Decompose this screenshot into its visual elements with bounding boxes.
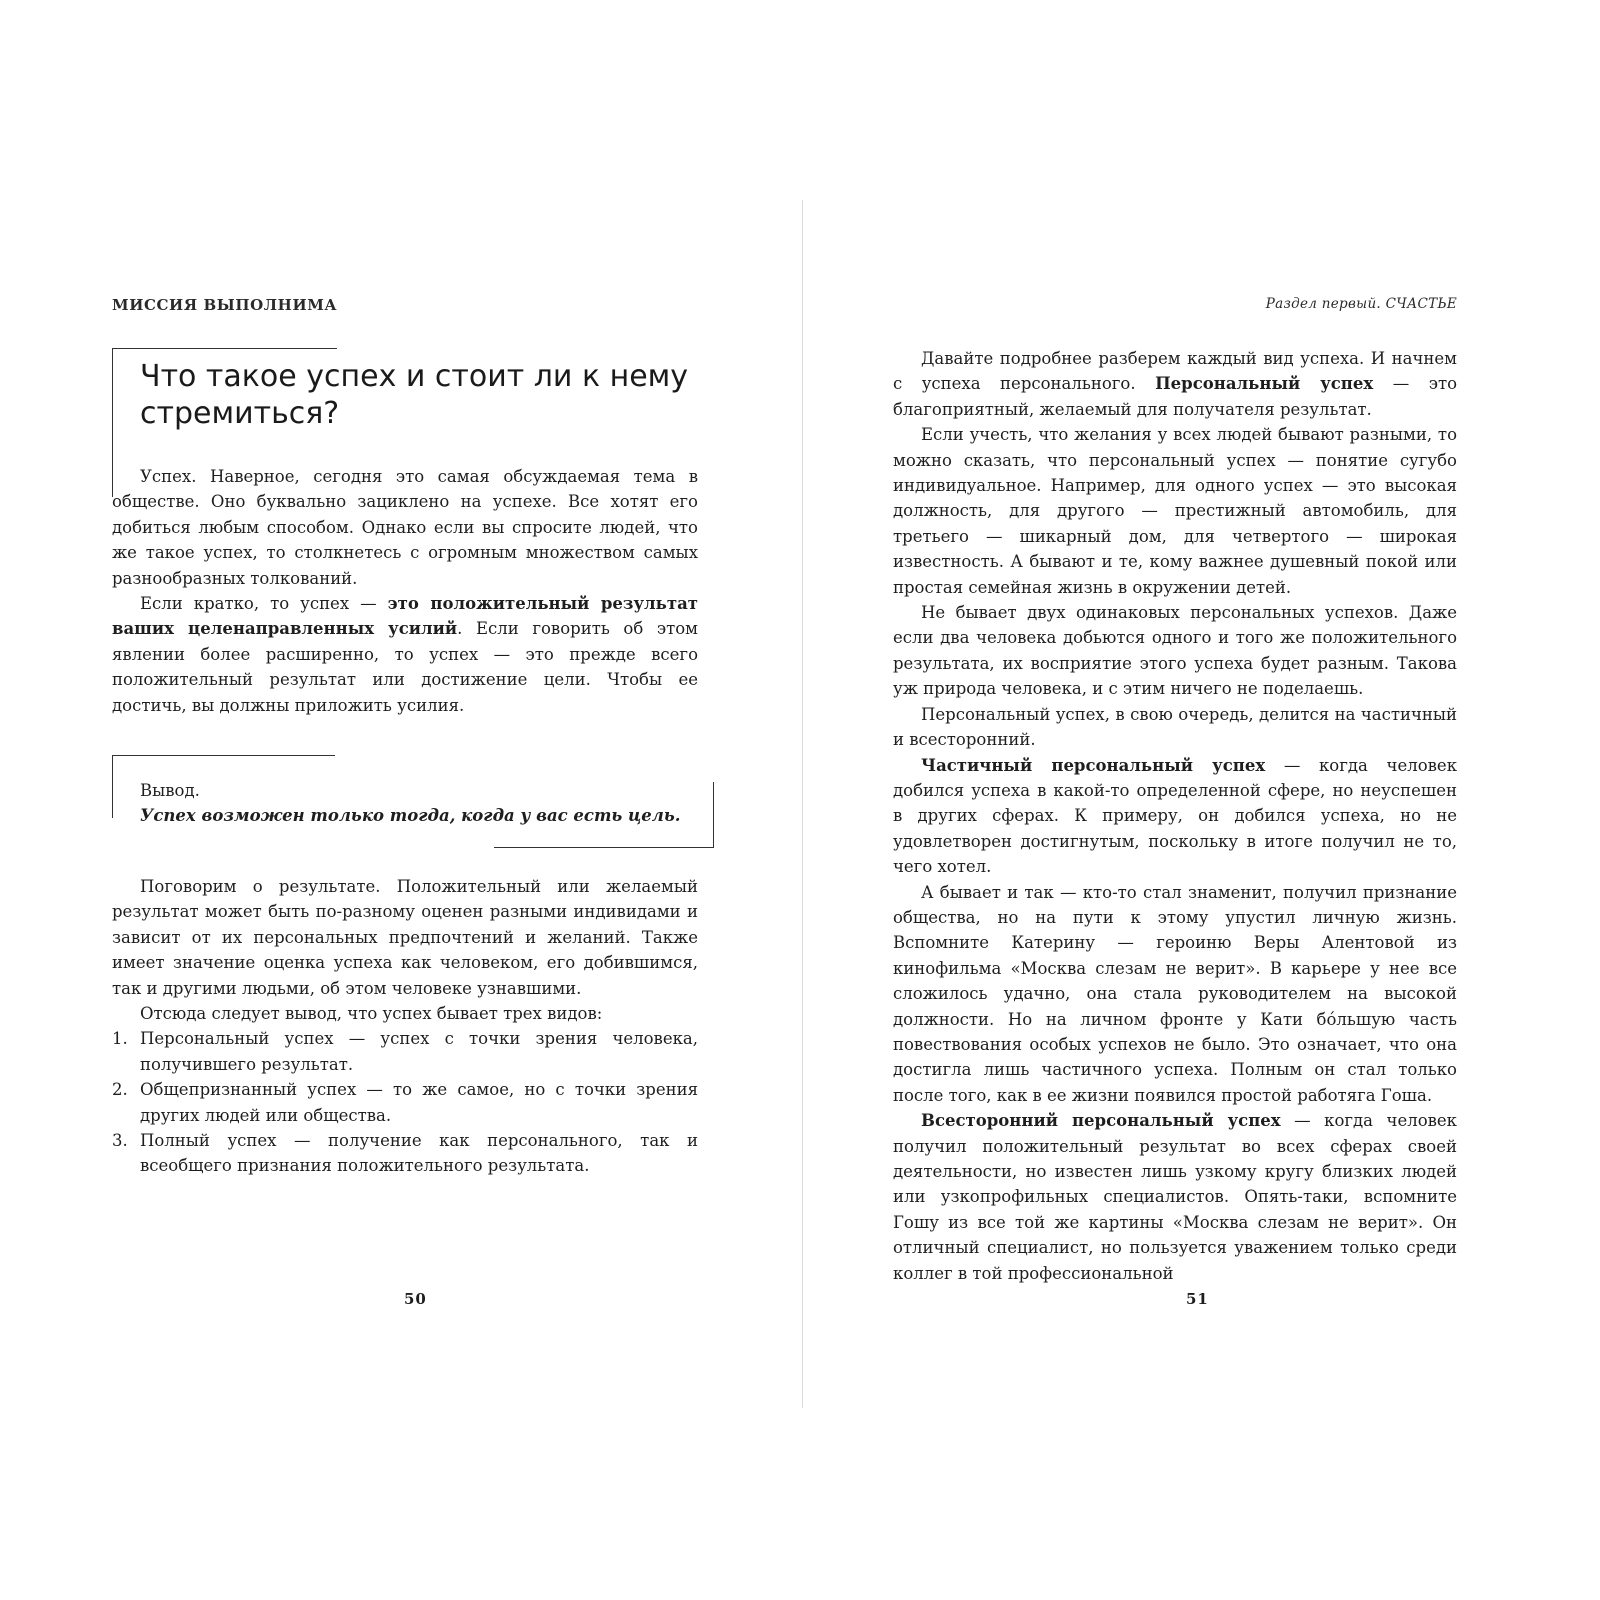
bold-text: Всесторонний персональный успех: [921, 1111, 1281, 1131]
list-text: Полный успех — получение как персонального, так и всеобщего признания положительного результата.: [140, 1131, 698, 1176]
text-run: — когда человек добился успеха в какой-то определенной сфере, но неуспешен в других сферах. К примеру, он добился успеха, но не удовлетворен достигнутым, поскольку в итоге получил не то, чего хотел.: [893, 755, 1458, 877]
callout-statement: Успех возможен только тогда, когда у вас есть цель.: [140, 806, 681, 826]
text-run: Давайте подробнее разберем каждый вид успеха. И начнем с успеха персонального.: [893, 349, 1457, 394]
bold-text: Частичный персональный успех: [921, 755, 1266, 775]
success-types-list: [112, 1026, 698, 1178]
callout-label: Вывод.: [140, 781, 200, 800]
left-page: [0, 0, 790, 1600]
running-head-left: МИССИЯ ВЫПОЛНИМА: [112, 296, 338, 314]
paragraph: [893, 1108, 1457, 1286]
list-item: [112, 1077, 698, 1128]
text-run: — когда человек получил положительный результат во всех сферах своей деятельности, но известен лишь узкому кругу близких людей или узкопрофильных специалистов. Опять-таки, вспомните Гошу из все той же картины «Москва слезам не верит». Он отличный специалист, но пользуется уважением только среди коллег в той профессиональной: [893, 1111, 1457, 1283]
paragraph: [112, 591, 698, 718]
section-heading: Что такое успех и стоит ли к нему стремиться?: [140, 359, 689, 431]
page-number-left: 50: [404, 1290, 427, 1308]
paragraph: Поговорим о результате. Положительный или желаемый результат может быть по-разному оценен разными индивидами и зависит от их персональных предпочтений и желаний. Также имеет значение оценка успеха как человеком, его добившимся, так и другими людьми, об этом человеке узнавшими.: [112, 877, 698, 998]
text-run: Если кратко, то успех —: [140, 594, 388, 614]
list-text: Общепризнанный успех — то же самое, но с точки зрения других людей или общества.: [140, 1080, 698, 1125]
text-run: . Если говорить об этом явлении более расширенно, то успех — это прежде всего положительный результат или достижение цели. Чтобы ее достичь, вы должны приложить усилия.: [112, 619, 699, 715]
paragraph: Персональный успех, в свою очередь, делится на частичный и всесторонний.: [893, 704, 1457, 750]
paragraph: [893, 346, 1457, 422]
paragraph: Отсюда следует вывод, что успех бывает трех видов:: [140, 1004, 603, 1024]
page-number-right: 51: [1186, 1290, 1209, 1308]
list-text: Персональный успех — успех с точки зрения человека, получившего результат.: [140, 1029, 698, 1074]
paragraph: А бывает и так — кто-то стал знаменит, получил признание общества, но на пути к этому упустил личную жизнь. Вспомните Катерину — героиню Веры Алентовой из кинофильма «Москва слезам не верит». В карьере у нее все сложилось удачно, она стала руководителем на высокой должности. Но на личном фронте у Кати бóльшую часть повествования особых успехов не было. Это означает, что она достигла лишь частичного успеха. Полным он стал только после того, как в ее жизни появился простой работяга Гоша.: [893, 882, 1457, 1105]
left-body-bottom: [112, 874, 698, 1179]
list-number: 1.: [112, 1029, 128, 1049]
paragraph: Успех. Наверное, сегодня это самая обсуждаемая тема в обществе. Оно буквально зациклено на успехе. Все хотят его добиться любым способом. Однако если вы спросите людей, что же такое успех, то столкнетесь с огромным множеством самых разнообразных толкований.: [112, 467, 698, 588]
paragraph: Не бывает двух одинаковых персональных успехов. Даже если два человека добьются одного и того же положительного результата, их восприятие этого успеха будет разным. Такова уж природа человека, и с этим ничего не поделаешь.: [893, 603, 1457, 699]
list-item: [112, 1128, 698, 1179]
text-run: — это благоприятный, желаемый для получателя результат.: [893, 374, 1458, 419]
list-number: 3.: [112, 1131, 128, 1151]
conclusion-callout: [140, 778, 700, 829]
right-page: [800, 0, 1600, 1600]
list-number: 2.: [112, 1080, 128, 1100]
running-head-right: Раздел первый. СЧАСТЬЕ: [1265, 296, 1457, 312]
list-item: [112, 1026, 698, 1077]
paragraph: Если учесть, что желания у всех людей бывают разными, то можно сказать, что персональный успех — понятие сугубо индивидуальное. Например, для одного успех — это высокая должность, для другого — престижный автомобиль, для третьего — шикарный дом, для четвертого — широкая известность. А бывают и те, кому важнее душевный покой или простая семейная жизнь в окружении детей.: [893, 425, 1457, 597]
paragraph: [893, 753, 1457, 880]
bold-text: это положительный результат ваших целенаправленных усилий: [112, 594, 698, 639]
right-body: [893, 346, 1457, 1286]
bold-text: Персональный успех: [1155, 374, 1374, 394]
left-body-top: [112, 464, 698, 718]
